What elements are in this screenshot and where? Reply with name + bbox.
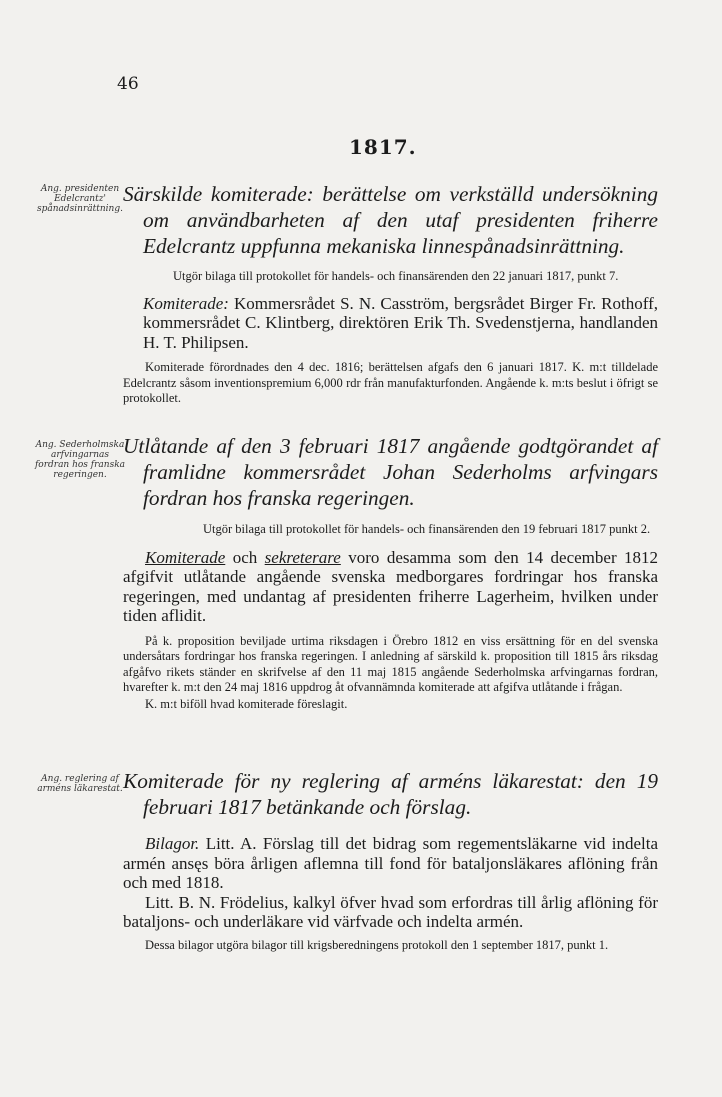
komiterade-label: Komiterade (145, 547, 226, 567)
section-2-details: På k. proposition beviljade urtima riksdagen i Örebro 1812 en viss ersättning för en del svenska undersåtars fordringar hos franska regeringen. I anledning af särskild k. proposition till 1815 års riksdag afgåfvo rikets ständer en skrifvelse af den 11 maj 1815 angående Sederholmska arfvingarnas fordran, hvarefter k. m:t den 24 maj 1816 uppdrog åt ofvannämnda komiterade att afgifva utlåtande i frågan. (123, 633, 658, 694)
page-number: 46 (117, 74, 139, 94)
sekreterare-label: sekreterare (264, 547, 341, 567)
margin-note-1: Ang. presidenten Edelcrantz' spånadsinrättning. (37, 184, 123, 214)
section-1-details: Komiterade förordnades den 4 dec. 1816; berättelsen afgafs den 6 januari 1817. K. m:t tilldelade Edelcrantz såsom inventionspremium 6,000 rdr från manufakturfonden. Angående k. m:ts beslut i öfrigt se protokollet. (123, 360, 658, 405)
section-2-text (123, 548, 658, 626)
section-3 (123, 768, 658, 953)
section-2-text-body: voro desamma som den 14 december 1812 afgifvit utlåtande angående svenska medborgares fordringar hos franska regeringen, med undantag af presidenten friherre Lagerheim, hvilken under tiden aflidit. (123, 547, 659, 625)
section-1 (123, 181, 658, 407)
section-2-heading: Utlåtande af den 3 februari 1817 angående godtgörandet af framlidne kommersrådet Johan Sederholms arfvingars fordran hos franska regeringen. (123, 434, 658, 510)
members-label: Komiterade: (143, 293, 229, 313)
bilagor-label: Bilagor. (145, 834, 200, 853)
section-1-note: Utgör bilaga till protokollet för handels- och finansärenden den 22 januari 1817, punkt 7. (173, 269, 619, 283)
section-3-bilaga-b: Litt. B. N. Frödelius, kalkyl öfver hvad som erfordras till årlig aflöning för bataljons- och underläkare vid värfvade och indelta armén. (123, 892, 658, 931)
bilaga-a-text: Litt. A. Förslag till det bidrag som regementsläkarne vid indelta armén ansęs böra årligen aflemna till fond för bataljonsläkares aflöning från och med 1818. (123, 834, 659, 892)
section-1-heading: Särskilde komiterade: berättelse om verkställd undersökning om användbarheten af den utaf presidenten friherre Edelcrantz uppfunna mekaniska linnespånadsinrättning. (123, 182, 658, 258)
section-2-note: Utgör bilaga till protokollet för handels- och finansärenden den 19 februari 1817 punkt 2. (203, 522, 651, 536)
section-1-members (123, 294, 658, 353)
margin-note-3: Ang. reglering af arméns läkarestat. (37, 774, 123, 794)
margin-note-2: Ang. Sederholmska arfvingarnas fordran hos franska regeringen. (34, 440, 126, 480)
section-3-heading: Komiterade för ny reglering af arméns läkarestat: den 19 februari 1817 betänkande och förslag. (123, 769, 658, 819)
section-2 (123, 433, 658, 712)
year-heading: 1817. (349, 135, 417, 159)
members-list: Kommersrådet S. N. Casström, bergsrådet Birger Fr. Rothoff, kommersrådet C. Klintberg, direktören Erik Th. Svedenstjerna, handlanden H. T. Philipsen. (143, 293, 659, 352)
section-3-bilaga-a (123, 834, 658, 893)
och-word: och (232, 547, 258, 567)
section-2-details-2: K. m:t biföll hvad komiterade föreslagit. (145, 696, 348, 711)
section-3-details: Dessa bilagor utgöra bilagor till krigsberedningens protokoll den 1 september 1817, punkt 1. (145, 937, 609, 952)
